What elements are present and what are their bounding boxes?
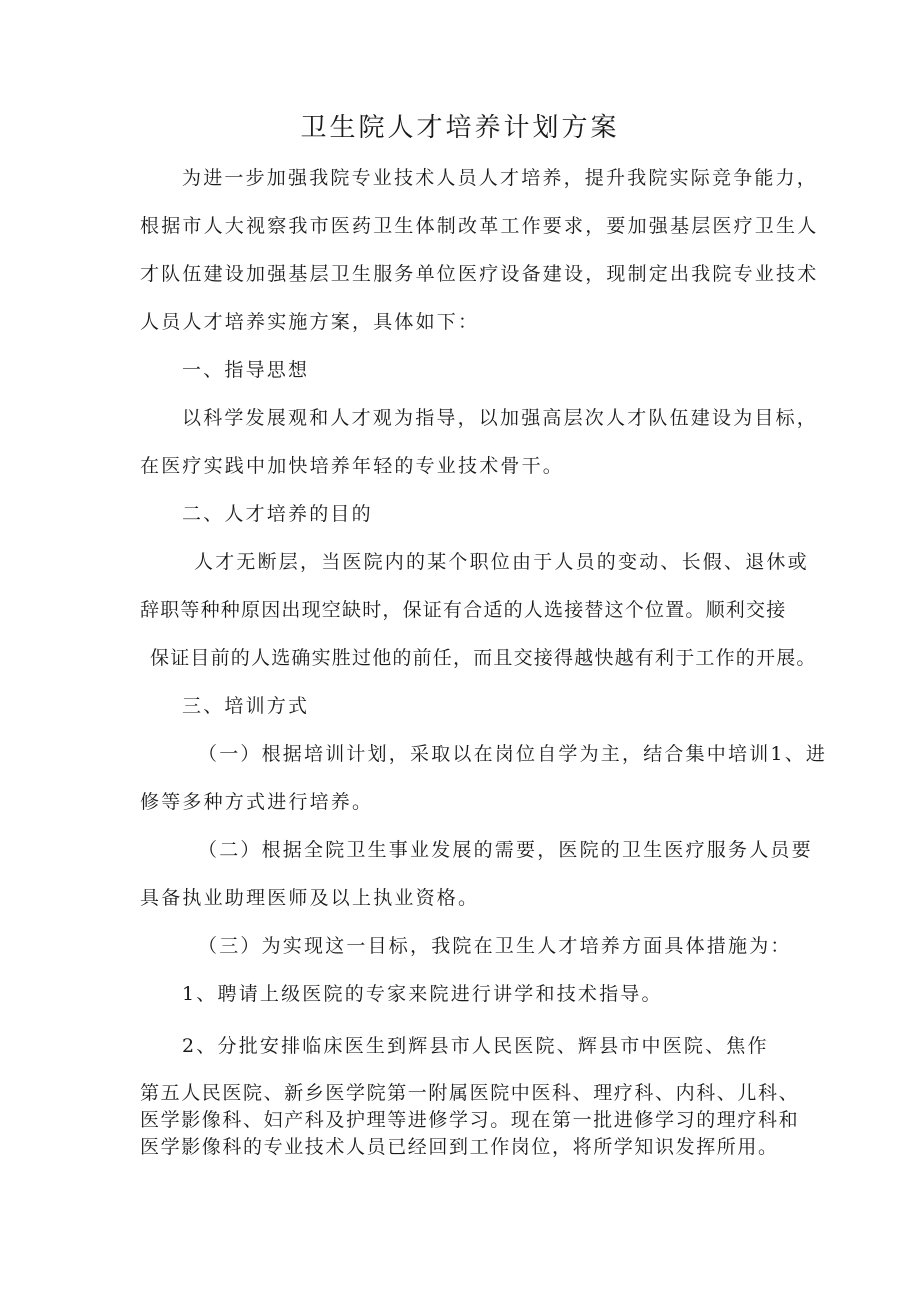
- intro-line-3: 才队伍建设加强基层卫生服务单位医疗设备建设，现制定出我院专业技术: [140, 263, 819, 285]
- section-3-heading: 三、培训方式: [182, 695, 310, 717]
- intro-line-1: 为进一步加强我院专业技术人员人才培养，提升我院实际竞争能力，: [182, 167, 819, 189]
- measure-2-line-3: 医学影像科、妇产科及护理等进修学习。现在第一批进修学习的理疗科和: [140, 1109, 800, 1131]
- section-1-line-2: 在医疗实践中加快培养年轻的专业技术骨干。: [140, 455, 565, 477]
- intro-line-2: 根据市人大视察我市医药卫生体制改革工作要求，要加强基层医疗卫生人: [140, 215, 819, 237]
- section-2-line-1: 人才无断层，当医院内的某个职位由于人员的变动、长假、退休或: [194, 551, 809, 573]
- section-2-line-2: 辞职等种种原因出现空缺时，保证有合适的人选接替这个位置。顺利交接: [140, 599, 787, 621]
- intro-line-4: 人员人才培养实施方案，具体如下：: [140, 311, 480, 333]
- section-1-line-1: 以科学发展观和人才观为指导，以加强高层次人才队伍建设为目标，: [182, 407, 819, 429]
- section-2-heading: 二、人才培养的目的: [182, 503, 373, 525]
- section-2-line-3: 保证目前的人选确实胜过他的前任，而且交接得越快越有利于工作的开展。: [150, 647, 817, 669]
- section-3-item-2-line-1: （二）根据全院卫生事业发展的需要，医院的卫生医疗服务人员要: [198, 839, 813, 861]
- section-3-item-1-line-2: 修等多种方式进行培养。: [140, 791, 374, 813]
- section-3-item-3: （三）为实现这一目标，我院在卫生人才培养方面具体措施为：: [198, 935, 792, 957]
- measure-2-line-2: 第五人民医院、新乡医学院第一附属医院中医科、理疗科、内科、儿科、: [140, 1082, 800, 1104]
- measure-2-line-1: 2、分批安排临床医生到辉县市人民医院、辉县市中医院、焦作: [182, 1035, 769, 1057]
- section-3-item-1-line-1: （一）根据培训计划，采取以在岗位自学为主，结合集中培训1、进: [198, 743, 828, 765]
- section-3-item-2-line-2: 具备执业助理医师及以上执业资格。: [140, 887, 480, 909]
- measure-1: 1、聘请上级医院的专家来院进行讲学和技术指导。: [182, 983, 663, 1005]
- document-title: 卫生院人才培养计划方案: [300, 113, 620, 143]
- measure-2-line-4: 医学影像科的专业技术人员已经回到工作岗位，将所学知识发挥所用。: [140, 1136, 779, 1158]
- section-1-heading: 一、指导思想: [182, 359, 310, 381]
